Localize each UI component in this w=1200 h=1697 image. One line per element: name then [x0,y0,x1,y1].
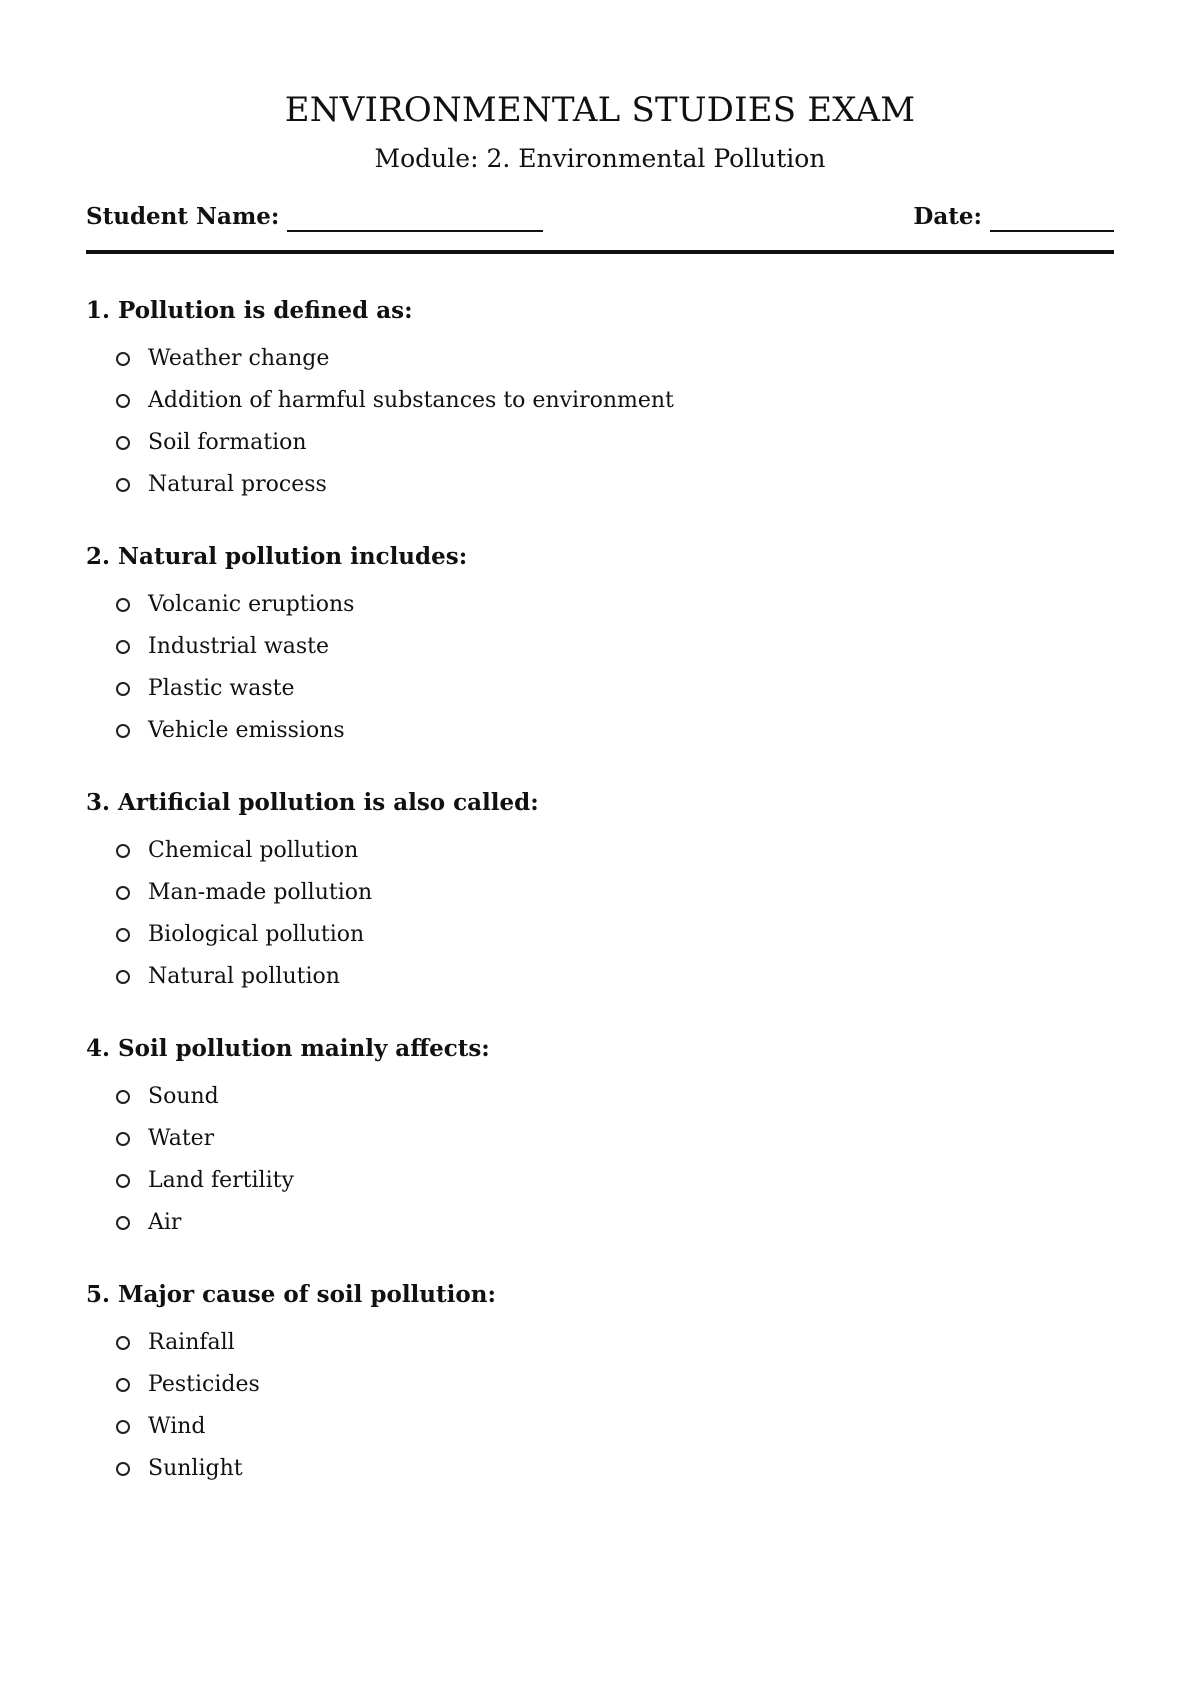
option-label: Chemical pollution [148,838,359,863]
option-label: Biological pollution [148,922,365,947]
module-subtitle: Module: 2. Environmental Pollution [374,144,826,173]
option-item[interactable] [116,380,1114,422]
question-text: 4. Soil pollution mainly affects: [86,1035,490,1062]
option-item[interactable] [116,1448,1114,1490]
student-name-blank[interactable] [287,206,543,232]
radio-circle-icon[interactable] [116,1174,130,1188]
option-list [86,584,1114,752]
option-item[interactable] [116,338,1114,380]
student-name-label: Student Name: [86,203,280,230]
option-label: Sound [148,1084,219,1109]
option-item[interactable] [116,584,1114,626]
option-item[interactable] [116,1406,1114,1448]
radio-circle-icon[interactable] [116,724,130,738]
radio-circle-icon[interactable] [116,478,130,492]
radio-circle-icon[interactable] [116,682,130,696]
option-label: Vehicle emissions [148,718,345,743]
radio-circle-icon[interactable] [116,352,130,366]
question-text: 1. Pollution is defined as: [86,297,413,324]
option-list [86,1076,1114,1244]
exam-title: ENVIRONMENTAL STUDIES EXAM [284,90,916,130]
radio-circle-icon[interactable] [116,1378,130,1392]
option-item[interactable] [116,872,1114,914]
radio-circle-icon[interactable] [116,1420,130,1434]
option-list [86,1322,1114,1490]
option-item[interactable] [116,1202,1114,1244]
option-label: Natural process [148,472,327,497]
option-label: Addition of harmful substances to environment [148,388,674,413]
option-label: Land fertility [148,1168,294,1193]
option-label: Plastic waste [148,676,295,701]
option-label: Pesticides [148,1372,260,1397]
radio-circle-icon[interactable] [116,886,130,900]
option-item[interactable] [116,1160,1114,1202]
option-item[interactable] [116,914,1114,956]
option-label: Man-made pollution [148,880,373,905]
question-text: 5. Major cause of soil pollution: [86,1281,496,1308]
option-label: Air [148,1210,182,1235]
option-item[interactable] [116,1322,1114,1364]
question-text: 2. Natural pollution includes: [86,543,468,570]
option-item[interactable] [116,1076,1114,1118]
option-item[interactable] [116,710,1114,752]
question-2 [86,542,1114,752]
radio-circle-icon[interactable] [116,1336,130,1350]
question-1 [86,296,1114,506]
student-info-row [86,202,1114,232]
radio-circle-icon[interactable] [116,640,130,654]
option-item[interactable] [116,626,1114,668]
option-list [86,830,1114,998]
radio-circle-icon[interactable] [116,970,130,984]
radio-circle-icon[interactable] [116,1132,130,1146]
date-label: Date: [913,203,982,230]
option-label: Industrial waste [148,634,330,659]
option-list [86,338,1114,506]
option-item[interactable] [116,1364,1114,1406]
question-4 [86,1034,1114,1244]
option-label: Weather change [148,346,330,371]
date-field [913,202,1114,232]
option-item[interactable] [116,1118,1114,1160]
option-item[interactable] [116,830,1114,872]
radio-circle-icon[interactable] [116,1216,130,1230]
option-label: Water [148,1126,215,1151]
option-item[interactable] [116,668,1114,710]
option-item[interactable] [116,464,1114,506]
option-label: Rainfall [148,1330,235,1355]
option-item[interactable] [116,422,1114,464]
question-5 [86,1280,1114,1490]
radio-circle-icon[interactable] [116,436,130,450]
student-name-field [86,202,543,232]
radio-circle-icon[interactable] [116,928,130,942]
radio-circle-icon[interactable] [116,394,130,408]
option-label: Natural pollution [148,964,340,989]
question-3 [86,788,1114,998]
option-label: Soil formation [148,430,307,455]
radio-circle-icon[interactable] [116,598,130,612]
question-text: 3. Artificial pollution is also called: [86,789,539,816]
header-divider [86,250,1114,254]
date-blank[interactable] [990,206,1114,232]
option-item[interactable] [116,956,1114,998]
radio-circle-icon[interactable] [116,1090,130,1104]
radio-circle-icon[interactable] [116,1462,130,1476]
option-label: Sunlight [148,1456,243,1481]
option-label: Wind [148,1414,206,1439]
option-label: Volcanic eruptions [148,592,355,617]
radio-circle-icon[interactable] [116,844,130,858]
